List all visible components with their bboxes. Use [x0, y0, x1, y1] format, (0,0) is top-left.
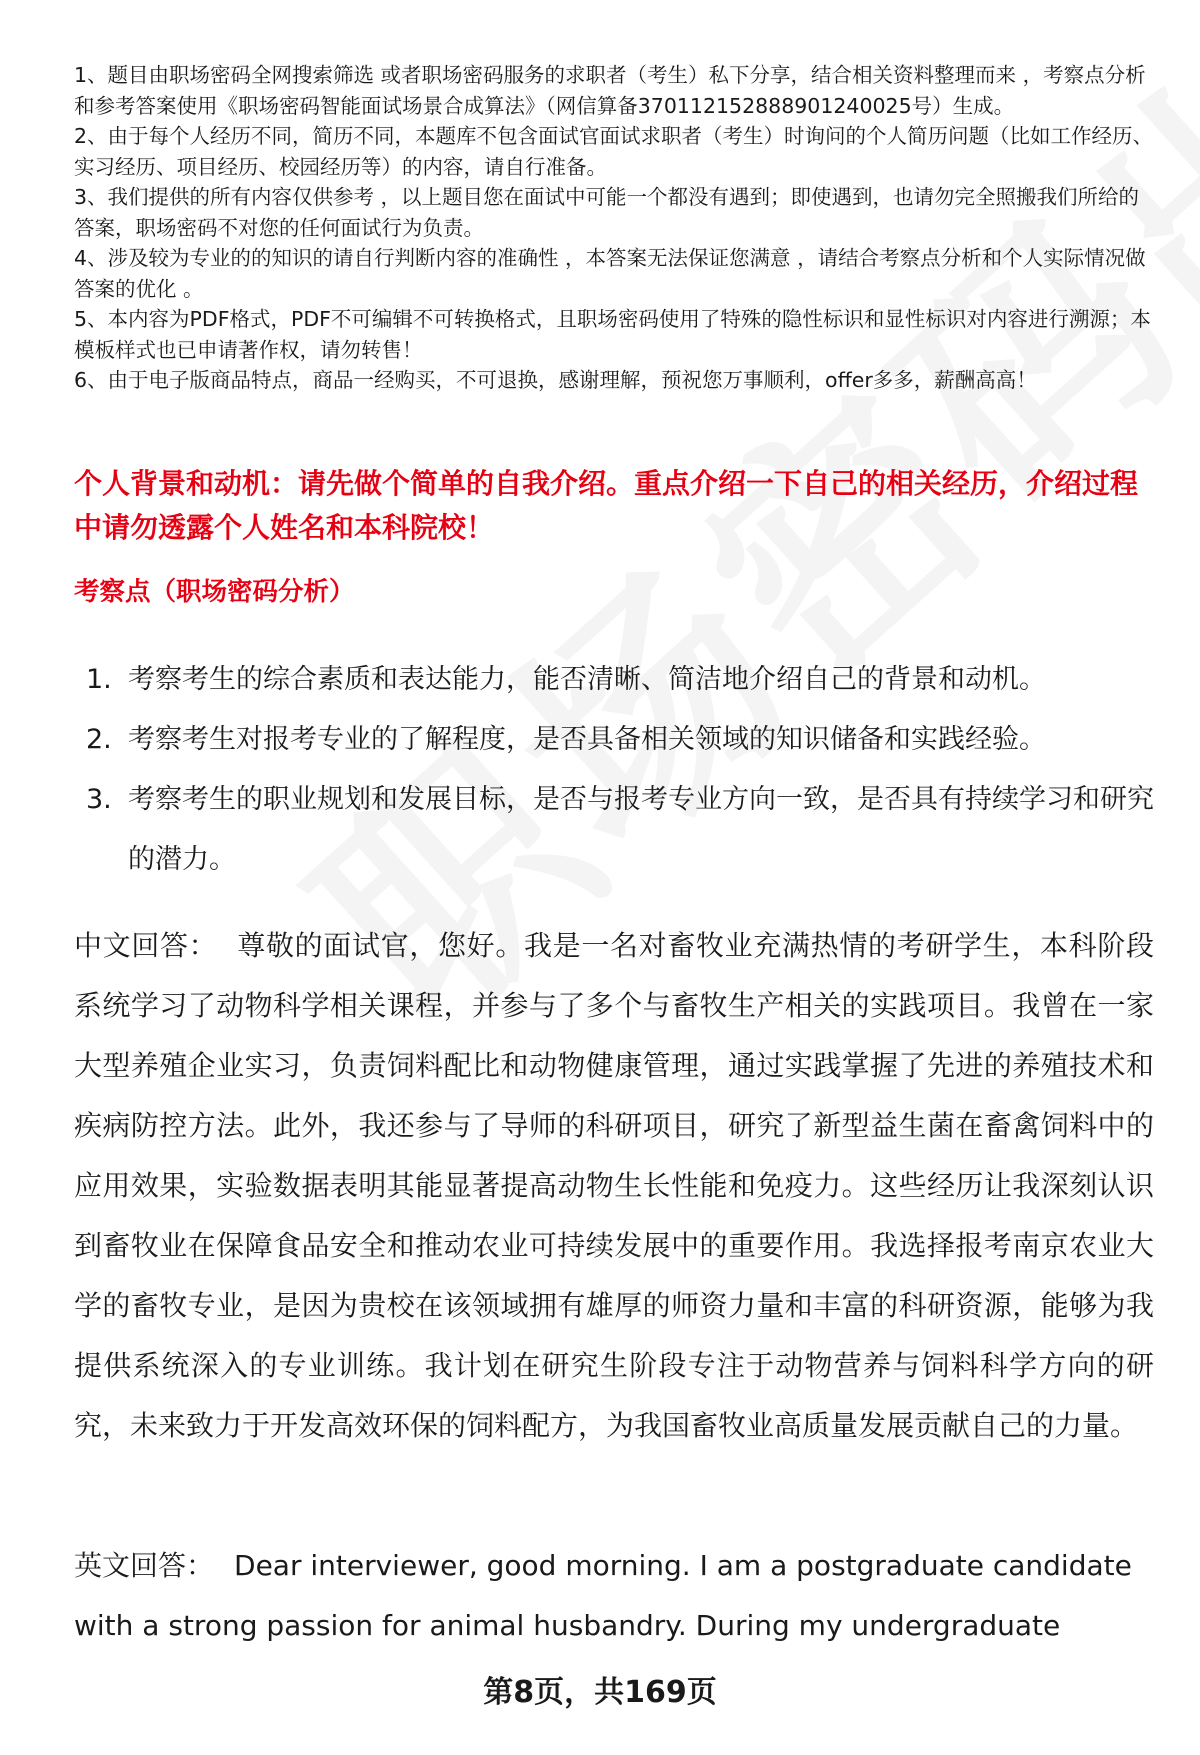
notice-item: 4、涉及较为专业的的知识的请自行判断内容的准确性 ，本答案无法保证您满意 ，请结合考察点分析和个人实际情况做答案的优化 。	[74, 246, 1146, 301]
notice-item: 5、本内容为PDF格式，PDF不可编辑不可转换格式，且职场密码使用了特殊的隐性标识和显性标识对内容进行溯源；本模板样式也已申请著作权，请勿转售！	[74, 307, 1151, 362]
english-answer-text: Dear interviewer, good morning. I am a postgraduate candidate with a strong passion for animal husbandry. During my undergraduate	[74, 1549, 1132, 1642]
notice-item: 1、题目由职场密码全网搜索筛选 或者职场密码服务的求职者（考生）私下分享，结合相关资料整理而来 ，考察点分析和参考答案使用《职场密码智能面试场景合成算法》（网信算备370112152888901240025号）生成。	[74, 63, 1146, 118]
point-text: 考察考生的职业规划和发展目标，是否与报考专业方向一致，是否具有持续学习和研究的潜力。	[128, 784, 1154, 875]
analysis-points	[74, 650, 1154, 890]
analysis-point	[74, 710, 1154, 770]
page-number: 第8页，共169页	[483, 1675, 717, 1710]
chinese-answer-label: 中文回答：	[74, 929, 218, 962]
disclaimer-notice	[74, 60, 1154, 396]
notice-item: 2、由于每个人经历不同，简历不同，本题库不包含面试官面试求职者（考生）时询问的个人简历问题（比如工作经历、实习经历、项目经历、校园经历等）的内容，请自行准备。	[74, 124, 1154, 179]
point-text: 考察考生对报考专业的了解程度，是否具备相关领域的知识储备和实践经验。	[128, 724, 1046, 755]
question-heading: 个人背景和动机：请先做个简单的自我介绍。重点介绍一下自己的相关经历，介绍过程中请勿透露个人姓名和本科院校！	[74, 467, 1139, 544]
english-answer	[74, 1536, 1154, 1656]
analysis-point	[74, 650, 1154, 710]
point-text: 考察考生的综合素质和表达能力，能否清晰、简洁地介绍自己的背景和动机。	[128, 664, 1046, 695]
point-number: 2.	[86, 724, 112, 755]
analysis-title: 考察点（职场密码分析）	[74, 577, 355, 607]
analysis-point	[74, 770, 1154, 890]
english-answer-label: 英文回答：	[74, 1549, 215, 1582]
notice-item: 6、由于电子版商品特点，商品一经购买，不可退换，感谢理解，预祝您万事顺利，offer多多，薪酬高高！	[74, 368, 1037, 392]
point-number: 1.	[86, 664, 112, 695]
point-number: 3.	[86, 784, 112, 815]
chinese-answer	[74, 916, 1154, 1456]
notice-item: 3、我们提供的所有内容仅供参考 ，以上题目您在面试中可能一个都没有遇到；即使遇到，也请勿完全照搬我们所给的答案，职场密码不对您的任何面试行为负责。	[74, 185, 1140, 240]
chinese-answer-text: 尊敬的面试官，您好。我是一名对畜牧业充满热情的考研学生，本科阶段系统学习了动物科学相关课程，并参与了多个与畜牧生产相关的实践项目。我曾在一家大型养殖企业实习，负责饲料配比和动物健康管理，通过实践掌握了先进的养殖技术和疾病防控方法。此外，我还参与了导师的科研项目，研究了新型益生菌在畜禽饲料中的应用效果，实验数据表明其能显著提高动物生长性能和免疫力。这些经历让我深刻认识到畜牧业在保障食品安全和推动农业可持续发展中的重要作用。我选择报考南京农业大学的畜牧专业，是因为贵校在该领域拥有雄厚的师资力量和丰富的科研资源，能够为我提供系统深入的专业训练。我计划在研究生阶段专注于动物营养与饲料科学方向的研究，未来致力于开发高效环保的饲料配方，为我国畜牧业高质量发展贡献自己的力量。	[74, 929, 1154, 1442]
